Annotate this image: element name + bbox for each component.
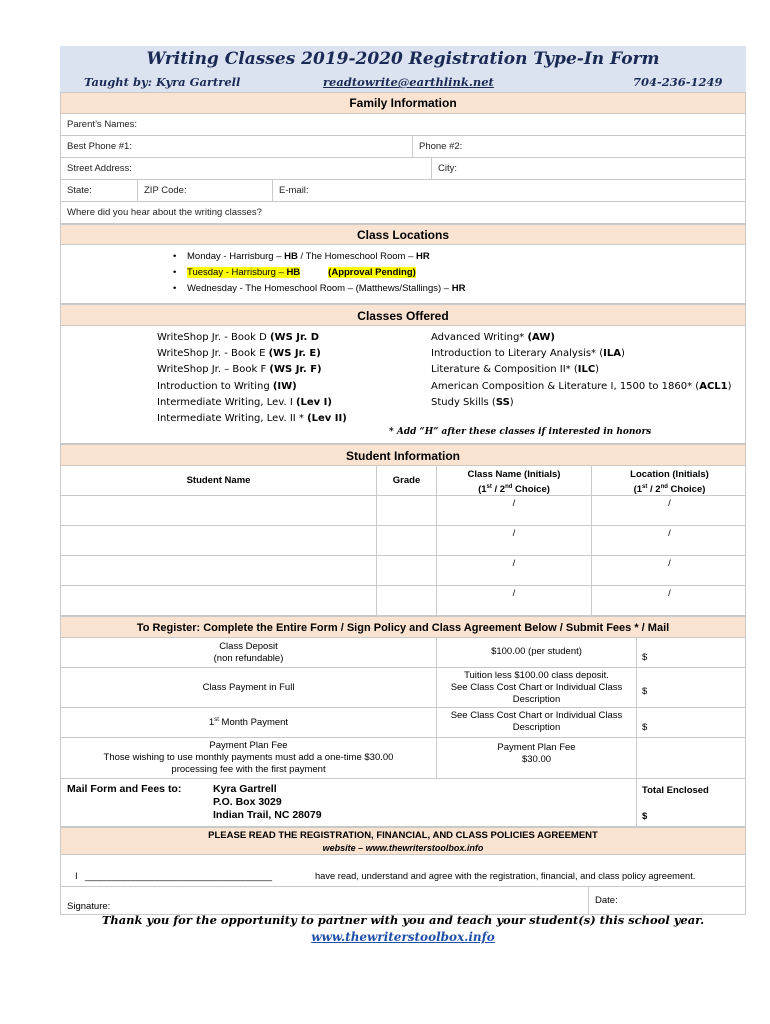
col-student-name: Student Name [186, 475, 251, 486]
students-heading: Student Information [60, 444, 746, 466]
family-heading: Family Information [60, 92, 746, 114]
class-item: WriteShop Jr. - Book D (WS Jr. D [157, 332, 320, 343]
grade-input[interactable] [376, 496, 436, 525]
best-phone-label[interactable]: Best Phone #1: [67, 141, 132, 152]
total-enclosed[interactable]: Total Enclosed $ [636, 779, 747, 826]
student-name-input[interactable] [61, 586, 376, 615]
locations-heading: Class Locations [60, 224, 746, 245]
website-link[interactable]: www.thewriterstoolbox.info [311, 930, 495, 944]
city-field[interactable] [431, 158, 747, 179]
grade-input[interactable] [376, 586, 436, 615]
class-choice-input[interactable]: / [436, 496, 591, 525]
zip-label: ZIP Code: [144, 185, 187, 196]
student-row [60, 586, 746, 616]
mailing-address: Kyra Gartrell P.O. Box 3029 Indian Trail, NC 28079 [213, 783, 322, 821]
instructor-phone: 704-236-1249 [633, 75, 723, 89]
col-location: Location (Initials) (1st / 2nd Choice) [591, 466, 747, 495]
thank-you: Thank you for the opportunity to partner with you and teach your student(s) this school year. [101, 913, 705, 927]
city-label: City: [438, 163, 457, 174]
locations-box [60, 245, 746, 304]
class-choice-input[interactable]: / [436, 526, 591, 555]
student-name-input[interactable] [61, 496, 376, 525]
class-item: Advanced Writing* (AW) [431, 332, 555, 343]
agreement-heading: PLEASE READ THE REGISTRATION, FINANCIAL, AND CLASS POLICIES AGREEMENT website – www.thewriterstoolbox.info [60, 827, 746, 855]
email-field[interactable] [272, 180, 747, 201]
class-item: Introduction to Writing (IW) [157, 380, 297, 392]
class-item: Literature & Composition II* (ILC) [431, 364, 600, 376]
fee-row-deposit: Class Deposit (non refundable) $100.00 (per student) $ [60, 638, 746, 668]
class-item: American Composition & Literature I, 1500 to 1860* (ACL1) [431, 380, 732, 392]
month-amount[interactable]: $ [636, 708, 747, 737]
student-name-input[interactable] [61, 526, 376, 555]
student-row [60, 526, 746, 556]
mail-label: Mail Form and Fees to: [67, 783, 182, 795]
agreement-website: website – www.thewriterstoolbox.info [322, 843, 484, 853]
honors-note: * Add “H” after these classes if interested in honors [389, 427, 652, 437]
instructor-bar [60, 72, 746, 92]
location-choice-input[interactable]: / [591, 526, 747, 555]
grade-input[interactable] [376, 556, 436, 585]
grade-input[interactable] [376, 526, 436, 555]
plan-amount[interactable] [636, 738, 747, 778]
col-grade: Grade [376, 466, 436, 495]
classes-box [60, 326, 746, 444]
classes-left-list [157, 330, 347, 427]
zip-field[interactable] [137, 180, 272, 201]
form-title: Writing Classes 2019-2020 Registration Type-In Form [60, 46, 746, 72]
hear-about-field[interactable] [60, 202, 746, 224]
location-item: • Wednesday - The Homeschool Room – (Matthews/Stallings) – HR [173, 281, 465, 297]
state-label[interactable]: State: [67, 185, 92, 196]
fee-row-plan: Payment Plan Fee Those wishing to use monthly payments must add a one-time $30.00 processing fee with the first payment Payment Plan Fee $30.00 [60, 738, 746, 779]
classes-right-list [431, 330, 732, 411]
mail-row [60, 779, 746, 827]
class-item: Intermediate Writing, Lev. II * (Lev II) [157, 413, 347, 425]
parents-names-field[interactable] [60, 114, 746, 136]
fee-row-month: 1st Month Payment See Class Cost Chart or Individual Class Description $ [60, 708, 746, 738]
student-row [60, 496, 746, 526]
students-header-row [60, 466, 746, 496]
address-row [60, 158, 746, 180]
deposit-amount[interactable]: $ [636, 638, 747, 667]
class-choice-input[interactable]: / [436, 556, 591, 585]
signature-field[interactable]: Signature: [67, 901, 111, 912]
fee-row-full: Class Payment in Full Tuition less $100.00 class deposit. See Class Cost Chart or Individual Class Description $ [60, 668, 746, 708]
signature-row [60, 887, 746, 915]
date-field[interactable]: Date: [588, 887, 747, 914]
phone-row [60, 136, 746, 158]
class-item: WriteShop Jr. – Book F (WS Jr. F) [157, 364, 322, 376]
locations-list [173, 249, 465, 297]
class-item: Intermediate Writing, Lev. I (Lev I) [157, 396, 332, 408]
full-amount[interactable]: $ [636, 668, 747, 707]
location-item: • Monday - Harrisburg – HB / The Homeschool Room – HR [173, 249, 465, 265]
class-choice-input[interactable]: / [436, 586, 591, 615]
class-item: WriteShop Jr. - Book E (WS Jr. E) [157, 348, 321, 360]
student-name-input[interactable] [61, 556, 376, 585]
phone2-label: Phone #2: [419, 141, 463, 152]
register-heading: To Register: Complete the Entire Form / Sign Policy and Class Agreement Below / Submit Fees * / Mail [60, 616, 746, 638]
classes-heading: Classes Offered [60, 304, 746, 326]
class-item: Study Skills (SS) [431, 396, 514, 408]
location-choice-input[interactable]: / [591, 586, 747, 615]
state-row [60, 180, 746, 202]
hear-about-label: Where did you hear about the writing classes? [67, 207, 262, 218]
agreement-statement: I _______________________________________ have read, understand and agree with the registration, financial, and class policy agreement. [60, 855, 746, 887]
taught-by: Taught by: Kyra Gartrell [84, 75, 241, 89]
agreement-name-line[interactable]: _______________________________________ [85, 871, 272, 882]
street-label[interactable]: Street Address: [67, 163, 132, 174]
student-row [60, 556, 746, 586]
location-choice-input[interactable]: / [591, 496, 747, 525]
col-class: Class Name (Initials) (1st / 2nd Choice) [436, 466, 591, 495]
email-label: E-mail: [279, 185, 309, 196]
instructor-email[interactable]: readtowrite@earthlink.net [323, 75, 494, 89]
location-choice-input[interactable]: / [591, 556, 747, 585]
phone2-field[interactable] [412, 136, 747, 157]
parents-names-label: Parent’s Names: [67, 119, 138, 130]
location-item: • Tuesday - Harrisburg – HB (Approval Pending) [173, 265, 465, 281]
class-item: Introduction to Literary Analysis* (ILA) [431, 348, 625, 360]
